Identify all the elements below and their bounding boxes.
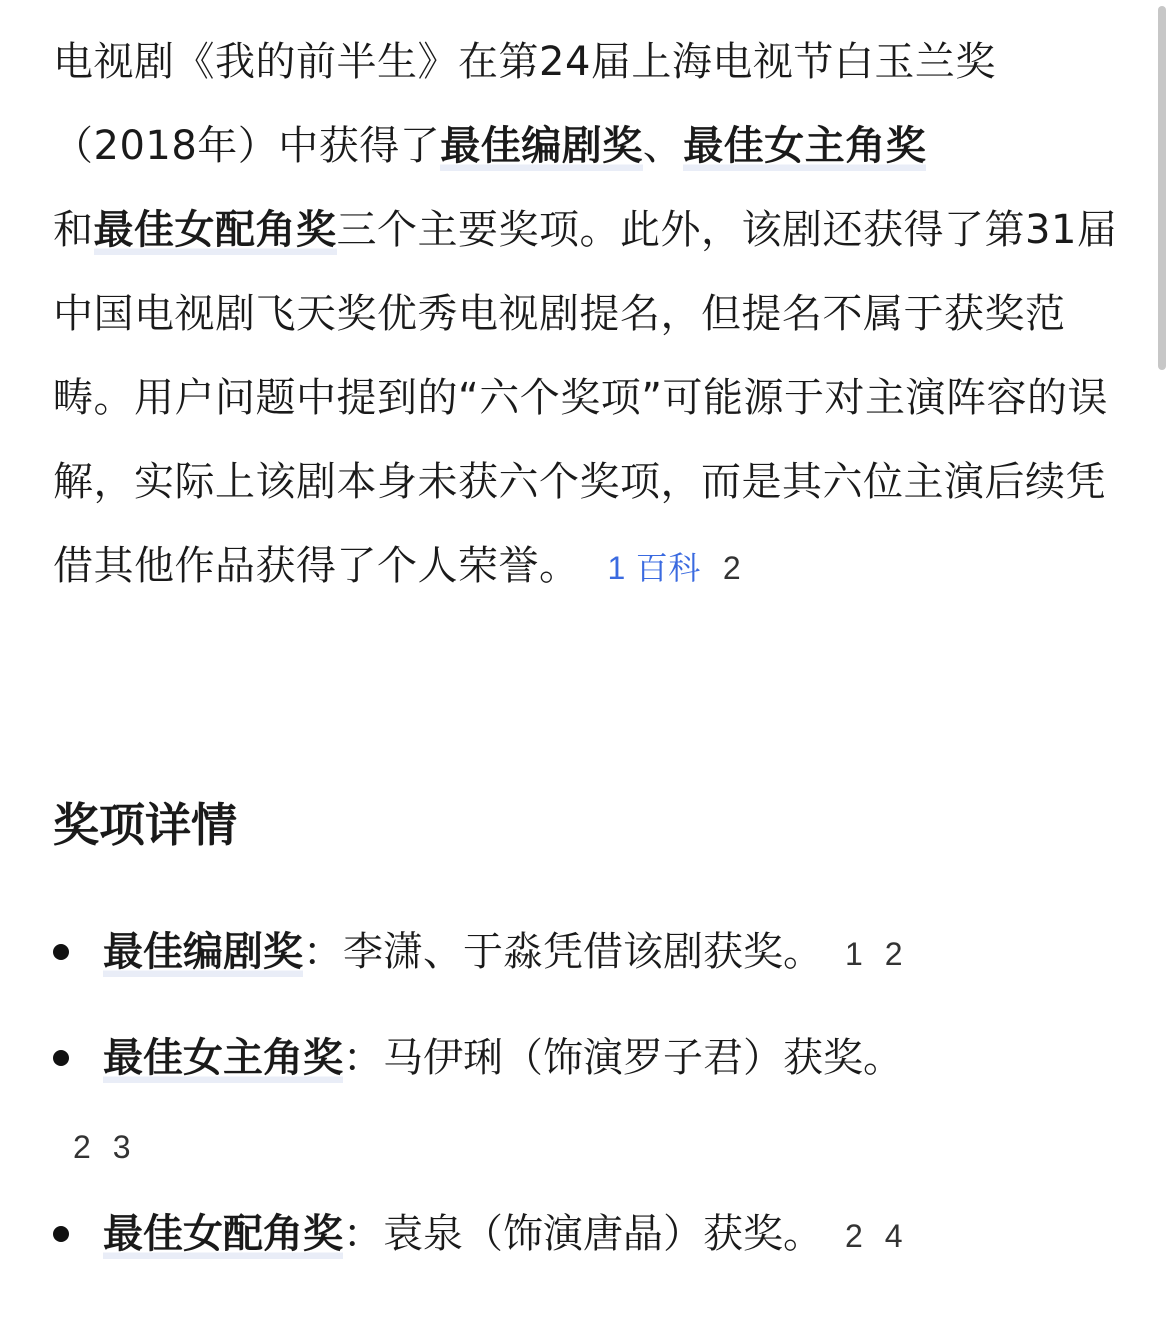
list-item [53, 1182, 1128, 1288]
citations-row [73, 1110, 1128, 1182]
award-detail: ：袁泉（饰演唐晶）获奖。 [343, 1211, 823, 1257]
highlight-best-screenplay: 最佳编剧奖 [440, 123, 643, 169]
citation-link[interactable]: 3 [112, 1129, 131, 1165]
citation-source-label: 百科 [635, 549, 701, 587]
bullet-icon [53, 944, 69, 960]
intro-paragraph [53, 20, 1128, 610]
highlight-best-supporting-actress: 最佳女配角奖 [93, 207, 337, 253]
citation-number: 1 [607, 550, 626, 586]
citation-link[interactable]: 2 [722, 550, 742, 586]
citation-link[interactable]: 2 [884, 936, 903, 972]
intro-separator: 、 [642, 123, 684, 169]
intro-text-1: 电视剧《我的前半生》在第24届上海电视节白玉兰奖（2018年）中获得了 [53, 39, 996, 169]
list-item [53, 900, 1128, 1006]
scrollbar[interactable] [1158, 6, 1166, 370]
highlight-best-actress: 最佳女主角奖 [683, 123, 927, 169]
section-title: 奖项详情 [53, 798, 237, 852]
answer-content [53, 20, 1128, 1257]
citation-link[interactable]: 4 [884, 1218, 903, 1254]
bullet-icon [53, 1050, 69, 1066]
award-detail: ：马伊琍（饰演罗子君）获奖。 [343, 1035, 903, 1081]
intro-and: 和 [53, 207, 94, 253]
citation-link[interactable]: 2 [73, 1129, 91, 1165]
award-name: 最佳编剧奖 [103, 929, 303, 975]
citation-link[interactable]: 1 [845, 936, 863, 972]
citation-baike-link[interactable] [608, 526, 701, 610]
bullet-icon [53, 1226, 69, 1242]
list-item [53, 1006, 1128, 1182]
award-name: 最佳女配角奖 [103, 1211, 343, 1257]
citation-link[interactable]: 2 [845, 1218, 863, 1254]
award-name: 最佳女主角奖 [103, 1035, 343, 1081]
intro-text-2: 三个主要奖项。此外，该剧还获得了第31届中国电视剧飞天奖优秀电视剧提名，但提名不属于获奖范畴。用户问题中提到的“六个奖项”可能源于对主演阵容的误解，实际上该剧本身未获六个奖项，而是其六位主演后续凭借其他作品获得了个人荣誉。 [53, 207, 1118, 589]
award-detail: ：李潇、于淼凭借该剧获奖。 [303, 929, 823, 975]
awards-list [53, 900, 1128, 1288]
